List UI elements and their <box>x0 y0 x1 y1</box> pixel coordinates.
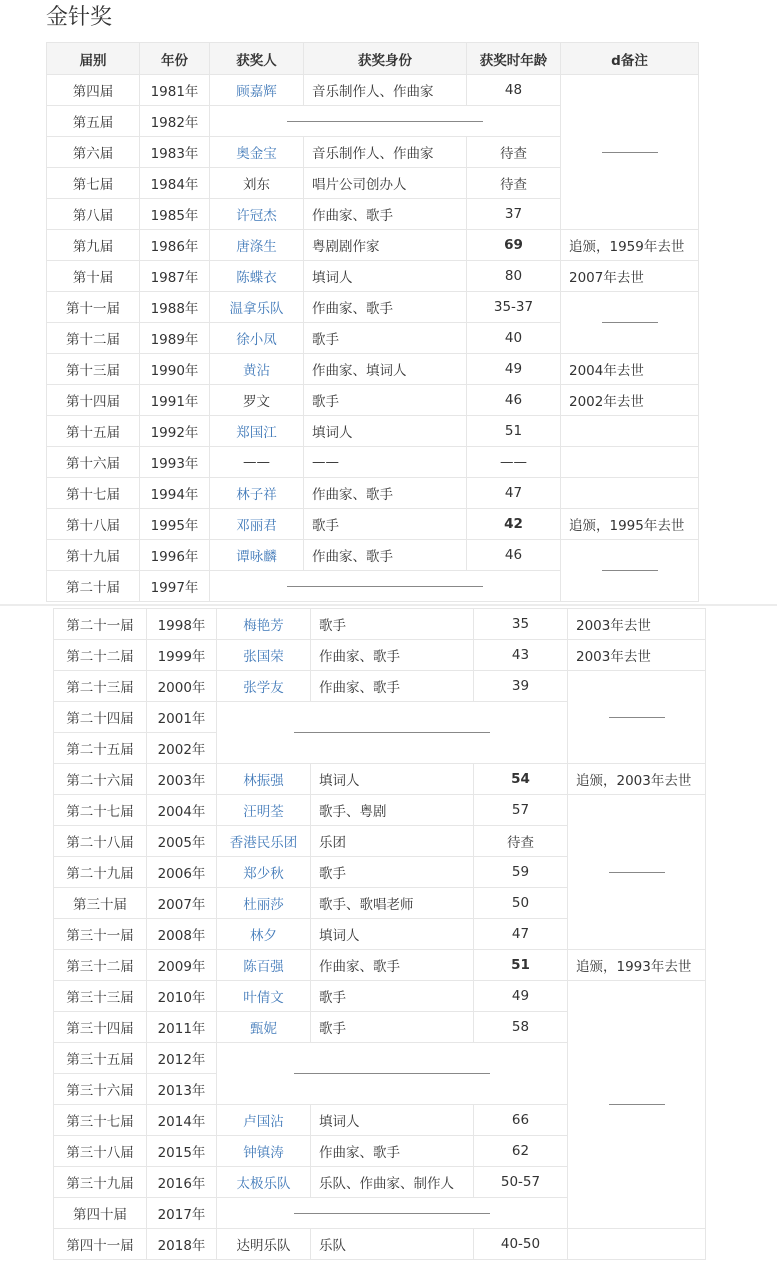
year-cell: 1987年 <box>140 261 210 292</box>
role-cell: 歌手、粤剧 <box>311 795 474 826</box>
header-term: 届别 <box>47 43 140 75</box>
term-cell: 第十九届 <box>47 540 140 571</box>
role-cell: 歌手 <box>311 609 474 640</box>
term-cell: 第十七届 <box>47 478 140 509</box>
note-cell: 追颁，1993年去世 <box>568 950 706 981</box>
age-cell: 59 <box>474 857 568 888</box>
age-cell: 40 <box>467 323 561 354</box>
winner-link[interactable]: 陈百强 <box>243 959 284 975</box>
term-cell: 第三十一届 <box>54 919 147 950</box>
term-cell: 第二十二届 <box>54 640 147 671</box>
role-cell: 填词人 <box>311 764 474 795</box>
winner-link[interactable]: 林子祥 <box>236 487 277 503</box>
table-row <box>47 447 699 478</box>
role-cell: 作曲家、歌手 <box>304 199 467 230</box>
term-cell: 第十届 <box>47 261 140 292</box>
note-cell <box>561 478 699 509</box>
year-cell: 2007年 <box>147 888 217 919</box>
note-cell: 2002年去世 <box>561 385 699 416</box>
age-cell: 80 <box>467 261 561 292</box>
note-cell-merged <box>568 795 706 950</box>
table-row <box>54 764 706 795</box>
term-cell: 第十一届 <box>47 292 140 323</box>
vacant-cell <box>217 1043 568 1105</box>
winner-link[interactable]: 香港民乐团 <box>229 835 298 851</box>
age-cell: —— <box>467 447 561 478</box>
term-cell: 第三十三届 <box>54 981 147 1012</box>
year-cell: 2002年 <box>147 733 217 764</box>
year-cell: 1992年 <box>140 416 210 447</box>
winner-link[interactable]: 唐涤生 <box>236 239 277 255</box>
winner-cell: 刘东 <box>210 168 304 199</box>
empty-dash <box>287 121 483 122</box>
table-row <box>47 509 699 540</box>
table-row <box>47 354 699 385</box>
age-cell: 50 <box>474 888 568 919</box>
term-cell: 第二十一届 <box>54 609 147 640</box>
header-age: 获奖时年龄 <box>467 43 561 75</box>
vacant-cell <box>210 571 561 602</box>
empty-dash <box>294 1073 490 1074</box>
winner-link[interactable]: 叶倩文 <box>243 990 284 1006</box>
year-cell: 1993年 <box>140 447 210 478</box>
header-winner: 获奖人 <box>210 43 304 75</box>
age-cell: 35 <box>474 609 568 640</box>
winner-link[interactable]: 张国荣 <box>243 649 284 665</box>
year-cell: 2000年 <box>147 671 217 702</box>
golden-needle-award-table-continued <box>53 608 706 1260</box>
age-cell: 51 <box>467 416 561 447</box>
note-cell: 追颁，2003年去世 <box>568 764 706 795</box>
term-cell: 第七届 <box>47 168 140 199</box>
note-cell: 追颁，1995年去世 <box>561 509 699 540</box>
term-cell: 第三十八届 <box>54 1136 147 1167</box>
note-cell-merged <box>568 981 706 1229</box>
year-cell: 1999年 <box>147 640 217 671</box>
winner-link[interactable]: 徐小凤 <box>236 332 277 348</box>
winner-link[interactable]: 谭咏麟 <box>236 549 277 565</box>
table-row <box>54 1229 706 1260</box>
term-cell: 第三十六届 <box>54 1074 147 1105</box>
empty-dash <box>602 152 658 153</box>
age-cell: 待查 <box>474 826 568 857</box>
year-cell: 1989年 <box>140 323 210 354</box>
term-cell: 第四十一届 <box>54 1229 147 1260</box>
winner-link[interactable]: 甄妮 <box>250 1021 277 1037</box>
winner-link[interactable]: 郑少秋 <box>243 866 284 882</box>
empty-dash <box>294 1213 490 1214</box>
term-cell: 第十八届 <box>47 509 140 540</box>
year-cell: 2016年 <box>147 1167 217 1198</box>
term-cell: 第二十四届 <box>54 702 147 733</box>
age-cell: 35-37 <box>467 292 561 323</box>
age-cell: 69 <box>467 230 561 261</box>
role-cell: 唱片公司创办人 <box>304 168 467 199</box>
role-cell: 歌手 <box>304 323 467 354</box>
age-cell: 46 <box>467 385 561 416</box>
note-cell: 2007年去世 <box>561 261 699 292</box>
role-cell: 作曲家、歌手 <box>311 640 474 671</box>
winner-link[interactable]: 许冠杰 <box>236 208 277 224</box>
year-cell: 1996年 <box>140 540 210 571</box>
age-cell: 46 <box>467 540 561 571</box>
age-cell: 47 <box>467 478 561 509</box>
year-cell: 2009年 <box>147 950 217 981</box>
year-cell: 2017年 <box>147 1198 217 1229</box>
table-row <box>47 478 699 509</box>
role-cell: 音乐制作人、作曲家 <box>304 75 467 106</box>
term-cell: 第三十九届 <box>54 1167 147 1198</box>
term-cell: 第二十六届 <box>54 764 147 795</box>
role-cell: 作曲家、歌手 <box>304 478 467 509</box>
table-header-row <box>47 43 699 75</box>
year-cell: 1986年 <box>140 230 210 261</box>
age-cell: 48 <box>467 75 561 106</box>
age-cell: 57 <box>474 795 568 826</box>
winner-link[interactable]: 奥金宝 <box>236 146 277 162</box>
role-cell: 歌手 <box>311 1012 474 1043</box>
term-cell: 第二十五届 <box>54 733 147 764</box>
winner-link[interactable]: 温拿乐队 <box>229 301 284 317</box>
winner-cell: 达明乐队 <box>217 1229 311 1260</box>
age-cell: 49 <box>474 981 568 1012</box>
age-cell: 49 <box>467 354 561 385</box>
term-cell: 第二十八届 <box>54 826 147 857</box>
year-cell: 1995年 <box>140 509 210 540</box>
note-cell <box>561 416 699 447</box>
note-cell: 2003年去世 <box>568 640 706 671</box>
role-cell: 作曲家、歌手 <box>311 671 474 702</box>
age-cell: 待查 <box>467 168 561 199</box>
year-cell: 2001年 <box>147 702 217 733</box>
role-cell: 乐队 <box>311 1229 474 1260</box>
year-cell: 2008年 <box>147 919 217 950</box>
note-cell-merged <box>561 75 699 230</box>
empty-dash <box>609 872 665 873</box>
year-cell: 2015年 <box>147 1136 217 1167</box>
term-cell: 第三十七届 <box>54 1105 147 1136</box>
year-cell: 1983年 <box>140 137 210 168</box>
note-cell-merged <box>568 671 706 764</box>
age-cell: 50-57 <box>474 1167 568 1198</box>
term-cell: 第六届 <box>47 137 140 168</box>
winner-link[interactable]: 梅艳芳 <box>243 618 284 634</box>
winner-cell: 罗文 <box>210 385 304 416</box>
table-row <box>54 981 706 1012</box>
role-cell: 填词人 <box>304 416 467 447</box>
empty-dash <box>609 1104 665 1105</box>
note-cell: 2004年去世 <box>561 354 699 385</box>
age-cell: 待查 <box>467 137 561 168</box>
term-cell: 第十六届 <box>47 447 140 478</box>
term-cell: 第二十届 <box>47 571 140 602</box>
table-section-bottom <box>0 604 777 1280</box>
year-cell: 2012年 <box>147 1043 217 1074</box>
role-cell: 作曲家、歌手 <box>304 540 467 571</box>
winner-link[interactable]: 杜丽莎 <box>243 897 284 913</box>
role-cell: 歌手 <box>304 385 467 416</box>
year-cell: 2011年 <box>147 1012 217 1043</box>
empty-dash <box>287 586 483 587</box>
term-cell: 第二十九届 <box>54 857 147 888</box>
winner-link[interactable]: 林夕 <box>250 928 277 944</box>
role-cell: 作曲家、歌手 <box>311 950 474 981</box>
term-cell: 第三十二届 <box>54 950 147 981</box>
table-row <box>54 950 706 981</box>
role-cell: 乐团 <box>311 826 474 857</box>
term-cell: 第十三届 <box>47 354 140 385</box>
winner-link[interactable]: 邓丽君 <box>236 518 277 534</box>
table-row <box>54 609 706 640</box>
role-cell: 歌手 <box>304 509 467 540</box>
section-title: 金针奖 <box>46 5 113 30</box>
year-cell: 1991年 <box>140 385 210 416</box>
note-cell: 2003年去世 <box>568 609 706 640</box>
term-cell: 第三十五届 <box>54 1043 147 1074</box>
role-cell: 填词人 <box>304 261 467 292</box>
winner-link[interactable]: 黄沾 <box>243 363 270 379</box>
empty-dash <box>294 732 490 733</box>
year-cell: 2010年 <box>147 981 217 1012</box>
winner-link[interactable]: 钟镇涛 <box>243 1145 284 1161</box>
year-cell: 2005年 <box>147 826 217 857</box>
empty-dash <box>602 322 658 323</box>
vacant-cell <box>217 1198 568 1229</box>
table-section-top <box>0 0 777 606</box>
table-row <box>47 292 699 323</box>
header-role: 获奖身份 <box>304 43 467 75</box>
role-cell: 填词人 <box>311 1105 474 1136</box>
term-cell: 第三十届 <box>54 888 147 919</box>
year-cell: 1981年 <box>140 75 210 106</box>
role-cell: 歌手 <box>311 857 474 888</box>
year-cell: 1984年 <box>140 168 210 199</box>
winner-link[interactable]: 顾嘉辉 <box>236 84 277 100</box>
table-row <box>54 640 706 671</box>
year-cell: 1998年 <box>147 609 217 640</box>
age-cell: 58 <box>474 1012 568 1043</box>
year-cell: 1994年 <box>140 478 210 509</box>
role-cell: —— <box>304 447 467 478</box>
age-cell: 43 <box>474 640 568 671</box>
age-cell: 54 <box>474 764 568 795</box>
age-cell: 37 <box>467 199 561 230</box>
role-cell: 音乐制作人、作曲家 <box>304 137 467 168</box>
term-cell: 第十四届 <box>47 385 140 416</box>
age-cell: 66 <box>474 1105 568 1136</box>
table-row <box>54 671 706 702</box>
term-cell: 第九届 <box>47 230 140 261</box>
winner-link[interactable]: 郑国江 <box>236 425 277 441</box>
empty-dash <box>609 717 665 718</box>
winner-link[interactable]: 卢国沾 <box>243 1114 284 1130</box>
term-cell: 第四届 <box>47 75 140 106</box>
year-cell: 2013年 <box>147 1074 217 1105</box>
winner-link[interactable]: 陈蝶衣 <box>236 270 277 286</box>
winner-link[interactable]: 张学友 <box>243 680 284 696</box>
year-cell: 2006年 <box>147 857 217 888</box>
year-cell: 1990年 <box>140 354 210 385</box>
year-cell: 1988年 <box>140 292 210 323</box>
year-cell: 1997年 <box>140 571 210 602</box>
year-cell: 1982年 <box>140 106 210 137</box>
note-cell-merged <box>561 540 699 602</box>
age-cell: 39 <box>474 671 568 702</box>
table-row <box>47 540 699 571</box>
age-cell: 51 <box>474 950 568 981</box>
note-cell <box>568 1229 706 1260</box>
table-row <box>47 230 699 261</box>
golden-needle-award-table <box>46 42 699 602</box>
role-cell: 作曲家、歌手 <box>311 1136 474 1167</box>
winner-link[interactable]: 林振强 <box>243 773 284 789</box>
role-cell: 填词人 <box>311 919 474 950</box>
note-cell-merged <box>561 292 699 354</box>
role-cell: 歌手、歌唱老师 <box>311 888 474 919</box>
term-cell: 第四十届 <box>54 1198 147 1229</box>
winner-link[interactable]: 汪明荃 <box>243 804 284 820</box>
role-cell: 粤剧剧作家 <box>304 230 467 261</box>
winner-link[interactable]: 太极乐队 <box>236 1176 291 1192</box>
vacant-cell <box>217 702 568 764</box>
vacant-cell <box>210 106 561 137</box>
year-cell: 2014年 <box>147 1105 217 1136</box>
table-row <box>54 795 706 826</box>
year-cell: 2018年 <box>147 1229 217 1260</box>
term-cell: 第二十三届 <box>54 671 147 702</box>
term-cell: 第三十四届 <box>54 1012 147 1043</box>
note-cell <box>561 447 699 478</box>
empty-dash <box>602 570 658 571</box>
note-cell: 追颁，1959年去世 <box>561 230 699 261</box>
age-cell: 40-50 <box>474 1229 568 1260</box>
year-cell: 2004年 <box>147 795 217 826</box>
table-row <box>47 385 699 416</box>
role-cell: 作曲家、填词人 <box>304 354 467 385</box>
header-note: d备注 <box>561 43 699 75</box>
age-cell: 47 <box>474 919 568 950</box>
term-cell: 第二十七届 <box>54 795 147 826</box>
term-cell: 第五届 <box>47 106 140 137</box>
year-cell: 1985年 <box>140 199 210 230</box>
header-year: 年份 <box>140 43 210 75</box>
role-cell: 乐队、作曲家、制作人 <box>311 1167 474 1198</box>
term-cell: 第十五届 <box>47 416 140 447</box>
term-cell: 第十二届 <box>47 323 140 354</box>
table-row <box>47 75 699 106</box>
table-row <box>47 416 699 447</box>
role-cell: 歌手 <box>311 981 474 1012</box>
year-cell: 2003年 <box>147 764 217 795</box>
term-cell: 第八届 <box>47 199 140 230</box>
age-cell: 62 <box>474 1136 568 1167</box>
winner-cell: —— <box>210 447 304 478</box>
table-row <box>47 261 699 292</box>
age-cell: 42 <box>467 509 561 540</box>
role-cell: 作曲家、歌手 <box>304 292 467 323</box>
